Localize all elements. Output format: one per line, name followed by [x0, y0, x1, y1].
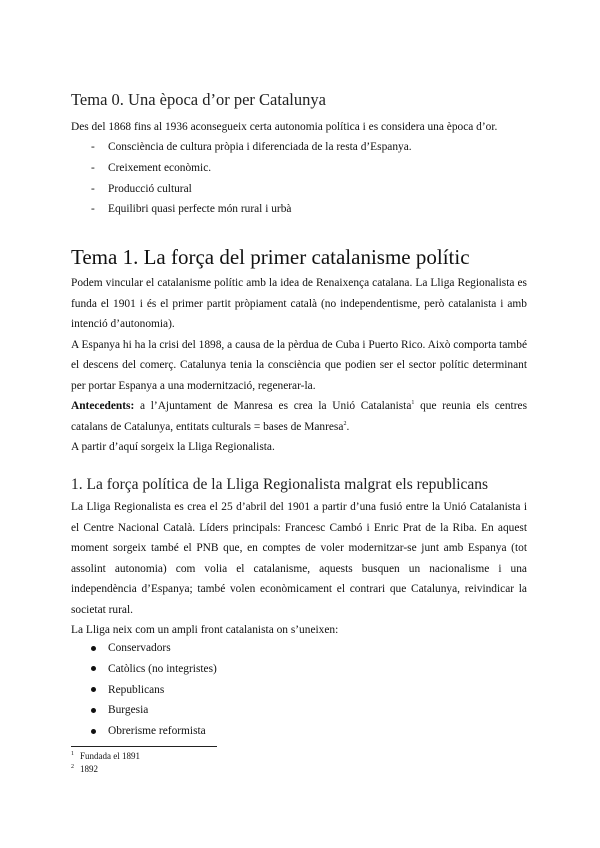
dash-marker: -: [91, 161, 95, 174]
paragraph: A Espanya hi ha la crisi del 1898, a causa de la pèrdua de Cuba i Puerto Rico. Això comporta també el descens del comerç. Catalunya tenia la consciència que podien ser el sector polític determinant per portar Espanya a una modernització, regenerar-la.: [71, 338, 527, 392]
subsection-1-heading: 1. La força política de la Lliga Regionalista malgrat els republicans: [71, 476, 489, 493]
list-item: - Creixement econòmic.: [71, 158, 541, 179]
tema-0-heading: Tema 0. Una època d’or per Catalunya: [71, 90, 326, 109]
footnote-1: 1 Fundada el 1891: [71, 751, 140, 761]
tema-1-heading: Tema 1. La força del primer catalanisme polític: [71, 245, 470, 269]
antecedents-label: Antecedents:: [71, 400, 135, 412]
bullet-icon: [91, 646, 96, 651]
bullet-icon: [91, 687, 96, 692]
tema-1-body: [71, 273, 527, 458]
footnote-2: 2 1892: [71, 764, 98, 774]
paragraph: Podem vincular el catalanisme polític amb la idea de Renaixença catalana. La Lliga Regionalista es funda el 1901 i és el primer partit pròpiament català (no independentisme, però catalanista i amb intenció d’autonomia).: [71, 277, 527, 330]
list-item: Conservadors: [71, 638, 527, 659]
bullet-icon: [91, 729, 96, 734]
tema-0-dash-list: [71, 137, 541, 220]
list-item: Obrerisme reformista: [71, 721, 527, 742]
bullet-icon: [91, 708, 96, 713]
tema-0-intro: Des del 1868 fins al 1936 aconsegueix certa autonomia política i es considera una època d’or.: [71, 121, 498, 133]
dash-marker: -: [91, 203, 95, 216]
paragraph: La Lliga Regionalista es crea el 25 d’abril del 1901 a partir d’una fusió entre la Unió Catalanista i el Centre Nacional Català. Líders principals: Francesc Cambó i Enric Prat de la Riba. En aquest moment sorgeix també el PNB que, en comptes de voler modernitzar-se junt amb Espanya (tot assolint autonomia) com volia el catalanisme, aquests busquen un nacionalisme i una independència d’Espanya; també volen econòmicament el contrari que Catalunya, reivindicar la societat rural.: [71, 501, 527, 616]
footnote-divider: [71, 746, 217, 747]
list-item: - Equilibri quasi perfecte món rural i urbà: [71, 199, 541, 220]
paragraph: A partir d’aquí sorgeix la Lliga Regionalista.: [71, 441, 275, 453]
list-item: Burgesia: [71, 700, 527, 721]
subsection-1-body: [71, 497, 527, 641]
paragraph: La Lliga neix com un ampli front catalanista on s’uneixen:: [71, 624, 339, 636]
list-item: - Producció cultural: [71, 179, 541, 200]
footnote-ref-2[interactable]: 2: [343, 420, 347, 427]
footnote-ref-1[interactable]: 1: [411, 400, 415, 407]
dash-marker: -: [91, 182, 95, 195]
dash-marker: -: [91, 141, 95, 153]
list-item: - Consciència de cultura pròpia i diferenciada de la resta d’Espanya.: [71, 137, 541, 158]
list-item: Republicans: [71, 680, 527, 701]
bullet-icon: [91, 666, 96, 671]
list-item: Catòlics (no integristes): [71, 659, 527, 680]
antecedents-paragraph: Antecedents: a l’Ajuntament de Manresa es crea la Unió Catalanista$^1$ que reunia els centres catalans de Catalunya, entitats culturals = bases de Manresa$^2$.: [71, 400, 527, 433]
front-members-list: [71, 638, 527, 742]
footnotes: [71, 750, 371, 776]
